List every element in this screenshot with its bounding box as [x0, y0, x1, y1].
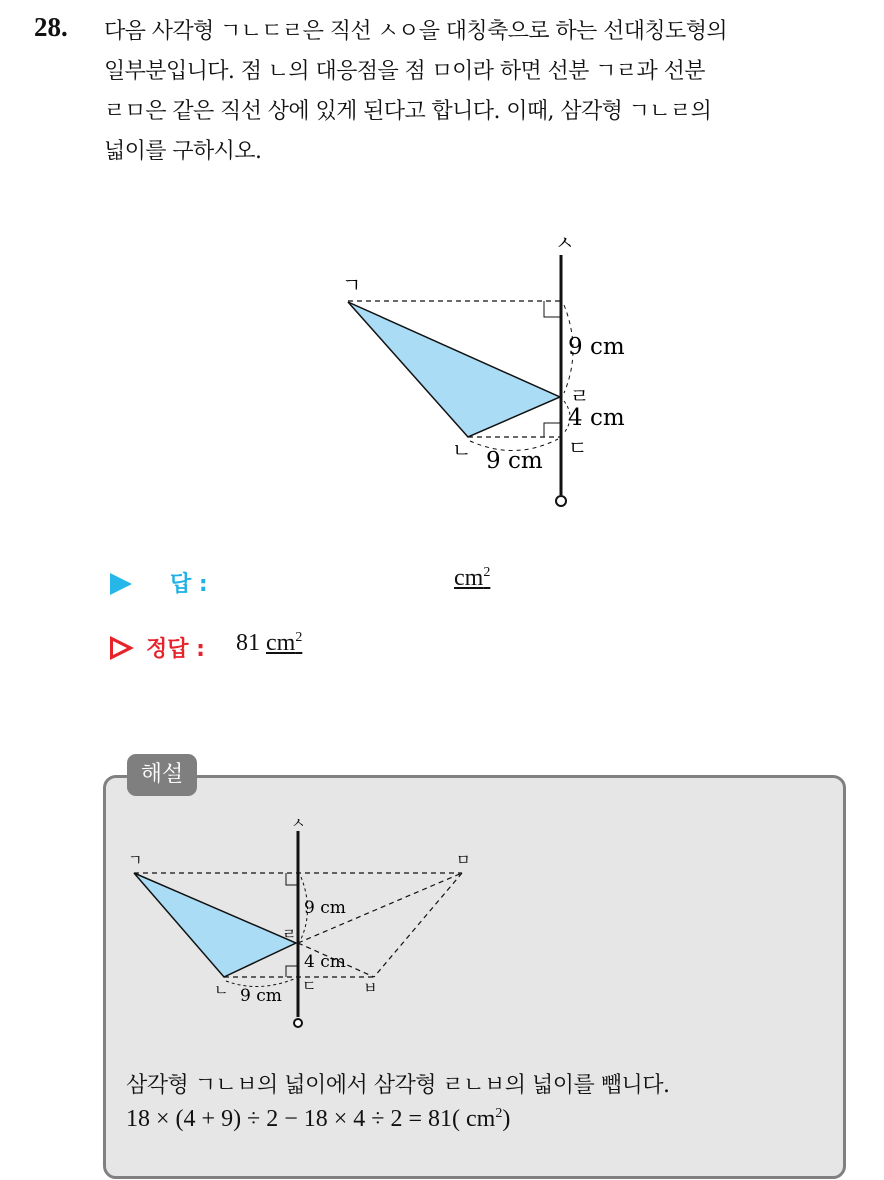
outline-triangle-icon: [110, 636, 134, 660]
label-9cm-bottom: 9 cm: [240, 986, 282, 1006]
label-b: ㅂ: [363, 979, 378, 997]
explanation-tab: 해설: [127, 754, 197, 796]
question-text: [104, 12, 864, 172]
right-angle-bottom: [544, 423, 561, 437]
answer-unit-text: cm: [454, 565, 484, 591]
label-9cm: 9 cm: [568, 334, 625, 360]
question-number: 28.: [34, 12, 68, 42]
label-d: ㄷ: [302, 977, 317, 995]
formula-main: 18 × (4 + 9) ÷ 2 − 18 × 4 ÷ 2 = 81( cm: [126, 1106, 496, 1132]
correct-unit-text: cm: [266, 630, 296, 656]
label-4cm: 4 cm: [304, 952, 346, 972]
answer-unit: [454, 565, 490, 592]
correct-value: [236, 630, 302, 657]
formula-sup: 2: [495, 1106, 503, 1121]
label-g: ㄱ: [128, 851, 143, 869]
correct-number: 81: [236, 630, 260, 656]
label-s: ㅅ: [555, 231, 575, 255]
explanation-text: 삼각형 ㄱㄴㅂ의 넓이에서 삼각형 ㄹㄴㅂ의 넓이를 뺍니다.: [126, 1073, 670, 1098]
correct-unit: [266, 630, 302, 656]
question-line: ㄹㅁ은 같은 직선 상에 있게 된다고 합니다. 이때, 삼각형 ㄱㄴㄹ의: [104, 99, 712, 124]
label-r: ㄹ: [570, 384, 590, 408]
right-angle-bottom: [286, 966, 298, 977]
label-n: ㄴ: [452, 438, 472, 462]
label-m: ㅁ: [456, 851, 471, 869]
label-9cm: 9 cm: [304, 898, 346, 918]
label-4cm: 4 cm: [568, 405, 625, 431]
point-o-marker: [294, 1019, 302, 1027]
answer-row: [110, 563, 610, 603]
right-angle-top: [544, 301, 561, 317]
label-s: ㅅ: [291, 815, 306, 832]
question-line: 다음 사각형 ㄱㄴㄷㄹ은 직선 ㅅㅇ을 대칭축으로 하는 선대칭도형의: [104, 19, 728, 44]
problem-figure: [330, 225, 650, 515]
answer-unit-sup: 2: [483, 565, 491, 580]
right-angle-top: [286, 873, 298, 885]
triangle-right-icon: [110, 573, 132, 595]
dashed-m-b: [374, 873, 462, 977]
correct-unit-sup: 2: [295, 630, 303, 645]
question-line: 일부분입니다. 점 ㄴ의 대응점을 점 ㅁ이라 하면 선분 ㄱㄹ과 선분: [104, 59, 705, 84]
explanation-figure: [118, 815, 478, 1045]
label-n: ㄴ: [214, 981, 229, 999]
triangle-g-n-r: [134, 873, 296, 977]
point-o-marker: [556, 496, 566, 506]
correct-answer-row: [110, 628, 610, 668]
formula-end: ): [502, 1106, 511, 1132]
explanation-formula: [126, 1106, 510, 1133]
correct-label: 정답 :: [146, 637, 205, 662]
label-g: ㄱ: [342, 273, 362, 297]
triangle-g-n-r: [348, 302, 560, 437]
answer-label: 답 :: [170, 572, 208, 597]
label-r: ㄹ: [282, 925, 297, 943]
label-9cm-bottom: 9 cm: [486, 448, 543, 474]
label-d: ㄷ: [568, 436, 588, 460]
question-line: 넓이를 구하시오.: [104, 139, 262, 164]
